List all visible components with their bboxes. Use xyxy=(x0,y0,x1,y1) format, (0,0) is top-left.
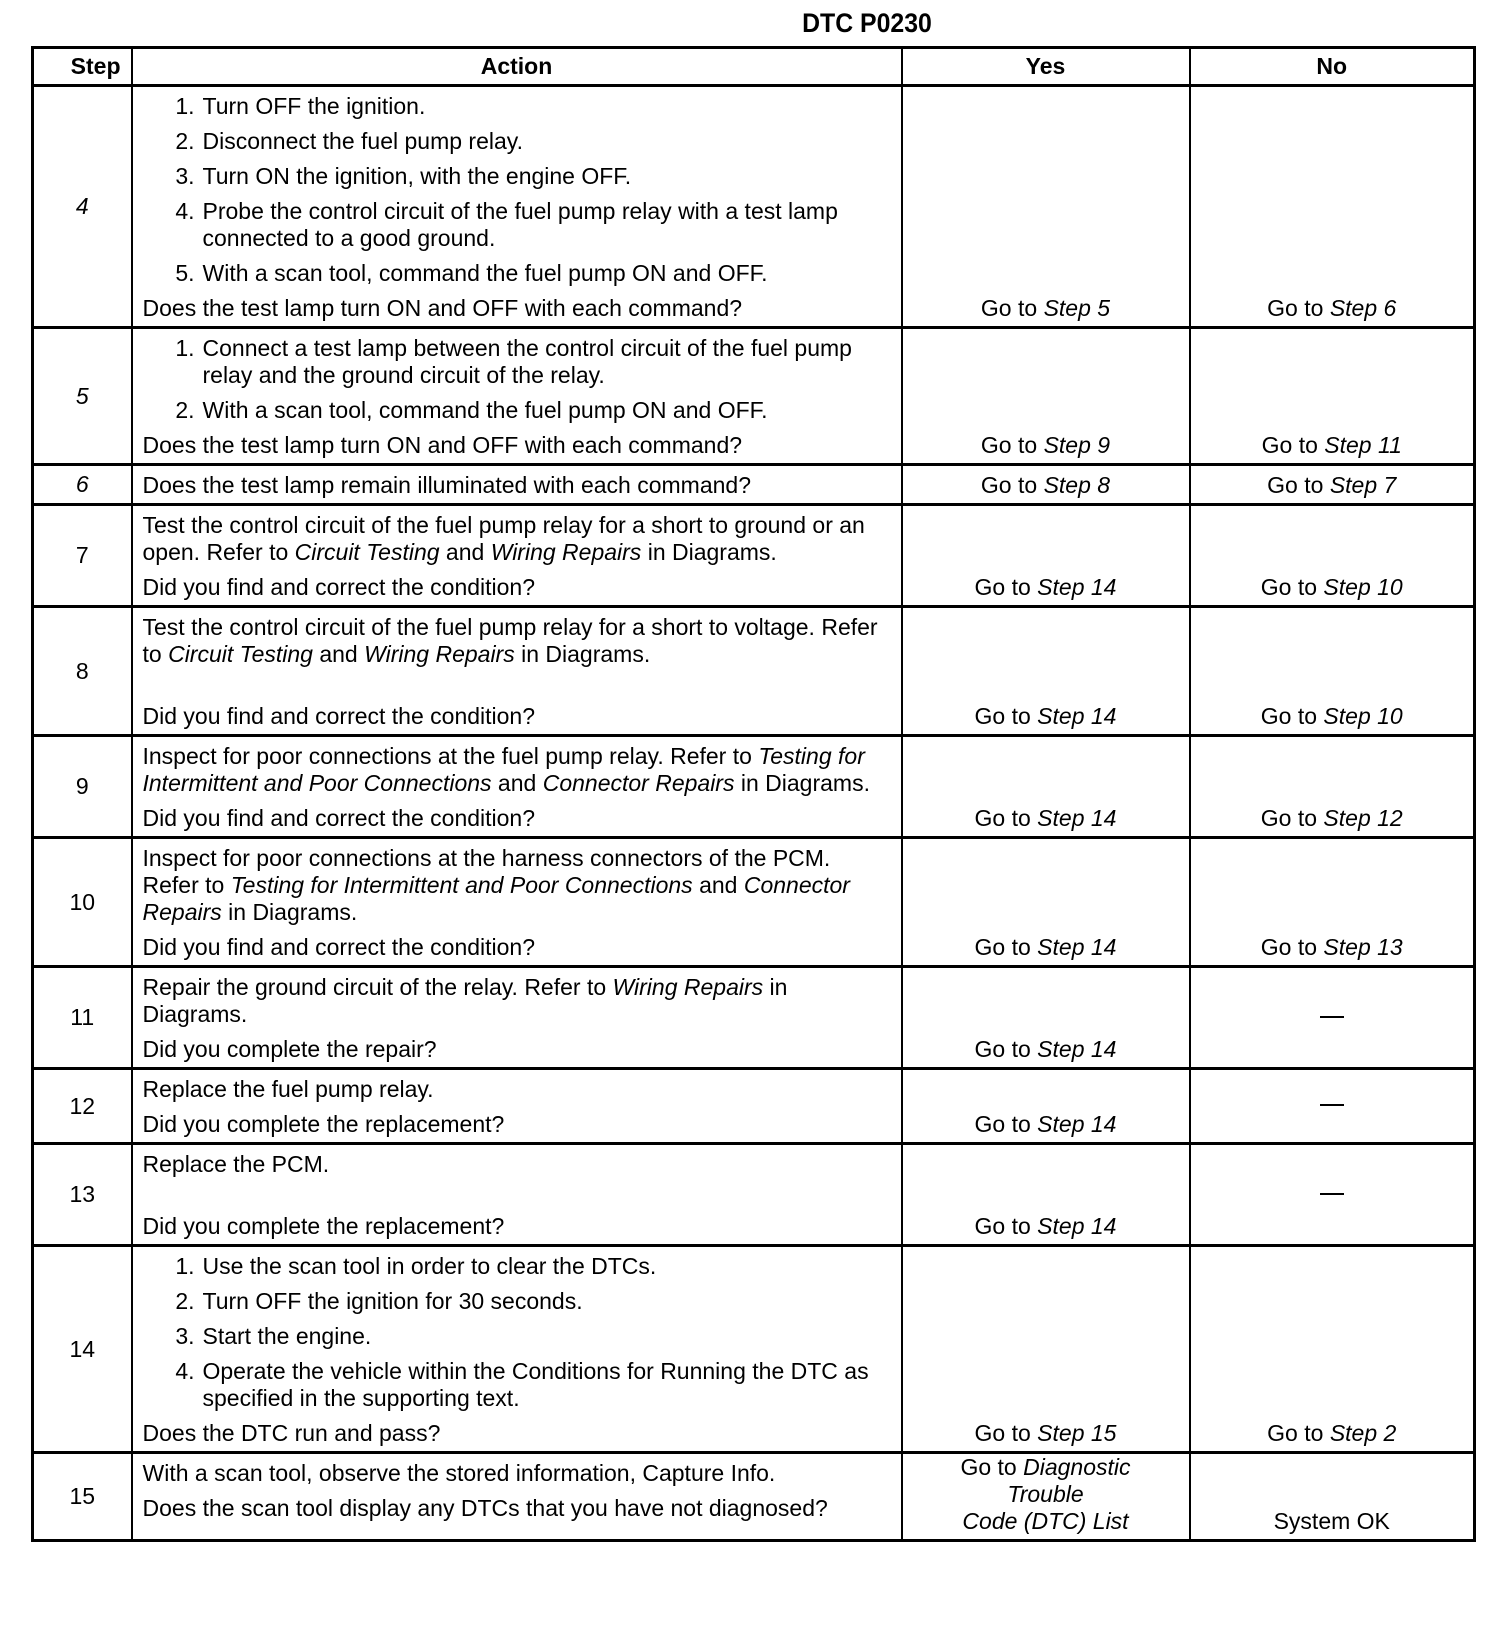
outcome-text: Go to xyxy=(974,805,1038,831)
instruction-text: Replace the PCM. xyxy=(142,1151,330,1177)
action-list-item xyxy=(143,1288,891,1315)
action-cell xyxy=(132,505,902,607)
action-cell xyxy=(132,736,902,838)
dtc-table xyxy=(31,46,1476,1542)
list-text: Start the engine. xyxy=(202,1323,372,1349)
yes-outcome xyxy=(902,505,1190,607)
step-number: 11 xyxy=(33,967,132,1069)
step-link[interactable]: Step 14 xyxy=(1037,1213,1117,1239)
outcome-text: Go to xyxy=(974,1213,1038,1239)
outcome-text: Go to xyxy=(974,574,1038,600)
step-number: 12 xyxy=(33,1069,132,1144)
outcome-text: Go to xyxy=(974,703,1038,729)
outcome-text: Go to xyxy=(1267,1420,1330,1446)
step-link[interactable]: Step 13 xyxy=(1323,934,1403,960)
dash-mark xyxy=(1320,1104,1344,1106)
outcome-text: Go to xyxy=(1260,934,1324,960)
table-row xyxy=(33,838,1475,967)
step-link[interactable]: Step 10 xyxy=(1323,574,1403,600)
instruction-text: in Diagrams. xyxy=(641,539,777,565)
list-text: With a scan tool, command the fuel pump ON and OFF. xyxy=(202,397,768,423)
instruction-text: in Diagrams. xyxy=(142,974,788,1027)
step-link[interactable]: Step 14 xyxy=(1037,703,1117,729)
table-row xyxy=(33,328,1475,465)
no-outcome xyxy=(1190,1246,1475,1453)
reference-link[interactable]: Wiring Repairs xyxy=(490,539,642,565)
reference-link[interactable]: Circuit Testing xyxy=(294,539,440,565)
action-list-item xyxy=(143,1253,891,1280)
list-number: 4. xyxy=(175,1358,195,1384)
instruction-text: and xyxy=(692,872,744,898)
instruction-text: in Diagrams. xyxy=(734,770,870,796)
action-question: Did you find and correct the condition? xyxy=(142,805,536,831)
outcome-text: Go to xyxy=(960,1454,1024,1480)
action-question: Did you find and correct the condition? xyxy=(142,703,536,729)
action-instruction xyxy=(143,845,891,926)
no-outcome xyxy=(1190,736,1475,838)
step-link[interactable]: Step 15 xyxy=(1037,1420,1117,1446)
reference-link[interactable]: Connector Repairs xyxy=(542,770,735,796)
no-outcome xyxy=(1190,607,1475,736)
step-link[interactable]: Step 14 xyxy=(1037,574,1117,600)
reference-link[interactable]: Testing for Intermittent and Poor Connections xyxy=(230,872,693,898)
reference-link[interactable]: Circuit Testing xyxy=(168,641,313,667)
outcome-text: Go to xyxy=(1267,472,1330,498)
step-number: 5 xyxy=(33,328,132,465)
step-number: 7 xyxy=(33,505,132,607)
outcome-text: Go to xyxy=(1260,805,1324,831)
yes-outcome xyxy=(902,967,1190,1069)
action-list-item xyxy=(143,260,891,287)
outcome-text: Go to xyxy=(974,1036,1038,1062)
action-question: Did you find and correct the condition? xyxy=(142,574,536,600)
step-link[interactable]: Step 8 xyxy=(1043,472,1111,498)
step-number: 14 xyxy=(33,1246,132,1453)
table-row xyxy=(33,465,1475,505)
table-row xyxy=(33,1453,1475,1541)
action-cell xyxy=(132,838,902,967)
list-number: 1. xyxy=(175,335,195,361)
yes-outcome xyxy=(902,1144,1190,1246)
action-list-item xyxy=(143,1358,891,1412)
list-number: 2. xyxy=(175,128,195,154)
action-list-item xyxy=(143,1323,891,1350)
no-outcome xyxy=(1190,328,1475,465)
action-list-item xyxy=(143,335,891,389)
step-link[interactable]: Step 7 xyxy=(1329,472,1397,498)
column-header-step: Step xyxy=(33,48,132,86)
action-instruction xyxy=(143,1151,891,1178)
page-title: DTC P0230 xyxy=(802,8,932,38)
list-text: Turn OFF the ignition. xyxy=(202,93,426,119)
action-question: Does the test lamp remain illuminated with each command? xyxy=(142,472,752,498)
yes-outcome xyxy=(902,1069,1190,1144)
instruction-text: and xyxy=(491,770,543,796)
instruction-text: and xyxy=(439,539,491,565)
yes-outcome xyxy=(902,465,1190,505)
outcome-text: Go to xyxy=(1260,574,1324,600)
no-outcome xyxy=(1190,505,1475,607)
action-question: Does the scan tool display any DTCs that you have not diagnosed? xyxy=(142,1495,828,1521)
outcome-text: Go to xyxy=(974,1420,1038,1446)
table-row xyxy=(33,505,1475,607)
outcome-text: Go to xyxy=(974,934,1038,960)
instruction-text: Test the control circuit of the fuel pump relay for a short to voltage. Refer to xyxy=(142,614,878,667)
column-header-action: Action xyxy=(132,48,902,86)
list-number: 4. xyxy=(175,198,195,224)
dash-mark xyxy=(1320,1016,1344,1018)
outcome-text: Go to xyxy=(980,472,1044,498)
outcome-text: Go to xyxy=(980,432,1044,458)
instruction-text: in Diagrams. xyxy=(514,641,651,667)
step-link[interactable]: Step 14 xyxy=(1037,1036,1117,1062)
step-link[interactable]: Step 9 xyxy=(1043,432,1111,458)
yes-outcome xyxy=(902,607,1190,736)
list-text: Probe the control circuit of the fuel pump relay with a test lamp connected to a good ground. xyxy=(202,198,838,251)
list-number: 5. xyxy=(175,260,195,286)
yes-outcome xyxy=(902,736,1190,838)
table-row xyxy=(33,86,1475,328)
action-question: Did you complete the repair? xyxy=(142,1036,437,1062)
list-number: 1. xyxy=(175,1253,195,1279)
reference-link[interactable]: Connector Repairs xyxy=(142,872,850,925)
action-instruction xyxy=(143,1460,891,1487)
list-number: 3. xyxy=(175,1323,195,1349)
reference-link[interactable]: Testing for Intermittent and Poor Connections xyxy=(142,743,865,796)
step-link[interactable]: Step 6 xyxy=(1329,295,1397,321)
column-header-yes: Yes xyxy=(902,48,1190,86)
header-row xyxy=(33,48,1475,86)
list-number: 2. xyxy=(175,1288,195,1314)
instruction-text: and xyxy=(312,641,365,667)
action-cell xyxy=(132,607,902,736)
action-cell xyxy=(132,967,902,1069)
table-row xyxy=(33,736,1475,838)
action-question: Did you complete the replacement? xyxy=(142,1111,505,1137)
yes-outcome xyxy=(902,328,1190,465)
action-cell xyxy=(132,1144,902,1246)
step-number: 4 xyxy=(33,86,132,328)
action-cell xyxy=(132,465,902,505)
blank-line xyxy=(143,676,891,703)
action-instruction xyxy=(143,1076,891,1103)
yes-outcome xyxy=(902,1246,1190,1453)
instruction-text: With a scan tool, observe the stored information, Capture Info. xyxy=(142,1460,776,1486)
outcome-text: Go to xyxy=(1261,432,1325,458)
reference-link[interactable]: Wiring Repairs xyxy=(364,641,515,667)
step-number: 13 xyxy=(33,1144,132,1246)
action-list-item xyxy=(143,397,891,424)
action-instruction xyxy=(143,512,891,566)
action-list-item xyxy=(143,93,891,120)
table-row xyxy=(33,1246,1475,1453)
list-text: Turn ON the ignition, with the engine OFF. xyxy=(202,163,632,189)
list-text: Turn OFF the ignition for 30 seconds. xyxy=(202,1288,583,1314)
instruction-text: Test the control circuit of the fuel pump relay for a short to ground or an open. Refer to xyxy=(142,512,865,565)
step-link[interactable]: Step 10 xyxy=(1323,703,1403,729)
instruction-text: in Diagrams. xyxy=(221,899,358,925)
table-row xyxy=(33,1144,1475,1246)
step-number: 10 xyxy=(33,838,132,967)
instruction-text: Repair the ground circuit of the relay. Refer to xyxy=(142,974,613,1000)
action-instruction xyxy=(143,614,891,668)
action-question: Did you find and correct the condition? xyxy=(142,934,536,960)
action-cell xyxy=(132,1246,902,1453)
outcome-text: Go to xyxy=(1260,703,1324,729)
step-number: 8 xyxy=(33,607,132,736)
outcome-text: System OK xyxy=(1273,1508,1390,1534)
table-body xyxy=(33,86,1475,1541)
list-number: 2. xyxy=(175,397,195,423)
list-text: With a scan tool, command the fuel pump ON and OFF. xyxy=(202,260,768,286)
step-link[interactable]: Step 11 xyxy=(1324,432,1402,458)
action-cell xyxy=(132,1069,902,1144)
action-cell xyxy=(132,1453,902,1541)
list-text: Disconnect the fuel pump relay. xyxy=(202,128,523,154)
outcome-text: Go to xyxy=(974,1111,1038,1137)
action-cell xyxy=(132,86,902,328)
action-question: Does the test lamp turn ON and OFF with each command? xyxy=(142,432,743,458)
instruction-text: Replace the fuel pump relay. xyxy=(142,1076,434,1102)
action-list-item xyxy=(143,128,891,155)
instruction-text: Inspect for poor connections at the fuel pump relay. Refer to xyxy=(142,743,759,769)
dtc-list-link[interactable]: Trouble xyxy=(1007,1481,1084,1507)
reference-link[interactable]: Wiring Repairs xyxy=(612,974,764,1000)
action-list-item xyxy=(143,163,891,190)
no-outcome xyxy=(1190,967,1475,1069)
action-list-item xyxy=(143,198,891,252)
action-instruction xyxy=(143,974,891,1028)
dtc-list-link[interactable]: Diagnostic xyxy=(1023,1454,1131,1480)
step-link[interactable]: Step 14 xyxy=(1037,934,1117,960)
yes-outcome xyxy=(902,838,1190,967)
no-outcome xyxy=(1190,1069,1475,1144)
no-outcome xyxy=(1190,1144,1475,1246)
dtc-list-link[interactable]: Code (DTC) List xyxy=(962,1508,1129,1534)
yes-outcome xyxy=(902,86,1190,328)
blank-line xyxy=(143,1186,891,1213)
outcome-text: Go to xyxy=(1267,295,1330,321)
list-text: Operate the vehicle within the Conditions for Running the DTC as specified in the supporting text. xyxy=(202,1358,869,1411)
step-link[interactable]: Step 14 xyxy=(1037,1111,1117,1137)
instruction-text: Inspect for poor connections at the harness connectors of the PCM. Refer to xyxy=(142,845,831,898)
action-question: Does the DTC run and pass? xyxy=(142,1420,441,1446)
no-outcome xyxy=(1190,465,1475,505)
table-row xyxy=(33,607,1475,736)
action-cell xyxy=(132,328,902,465)
action-instruction xyxy=(143,743,891,797)
list-text: Use the scan tool in order to clear the DTCs. xyxy=(202,1253,657,1279)
table-row xyxy=(33,1069,1475,1144)
no-outcome xyxy=(1190,1453,1475,1541)
step-link[interactable]: Step 12 xyxy=(1323,805,1403,831)
step-link[interactable]: Step 5 xyxy=(1043,295,1111,321)
no-outcome xyxy=(1190,86,1475,328)
column-header-no: No xyxy=(1190,48,1475,86)
step-number: 6 xyxy=(33,465,132,505)
dash-mark xyxy=(1320,1193,1344,1195)
action-question: Does the test lamp turn ON and OFF with each command? xyxy=(142,295,743,321)
step-number: 9 xyxy=(33,736,132,838)
no-outcome xyxy=(1190,838,1475,967)
step-number: 15 xyxy=(33,1453,132,1541)
outcome-text: Go to xyxy=(980,295,1044,321)
list-number: 1. xyxy=(175,93,195,119)
step-link[interactable]: Step 2 xyxy=(1329,1420,1397,1446)
table-row xyxy=(33,967,1475,1069)
yes-outcome xyxy=(902,1453,1190,1541)
action-question: Did you complete the replacement? xyxy=(142,1213,505,1239)
step-link[interactable]: Step 14 xyxy=(1037,805,1117,831)
list-text: Connect a test lamp between the control circuit of the fuel pump relay and the ground circuit of the relay. xyxy=(202,335,852,388)
list-number: 3. xyxy=(175,163,195,189)
